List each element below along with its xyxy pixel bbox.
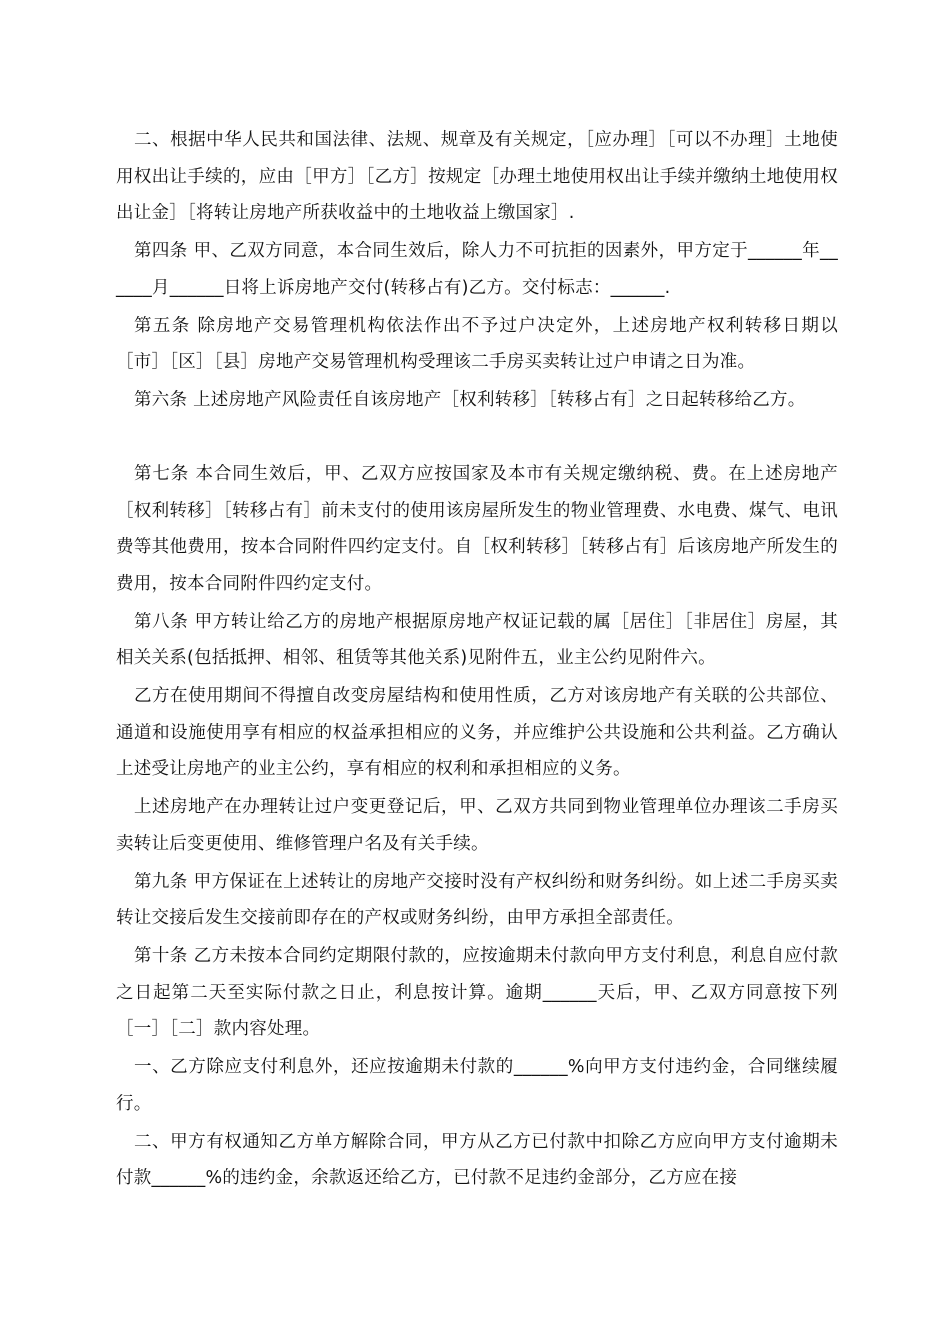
- document-body: [116, 122, 838, 1198]
- paragraph-land-use-rights: 二、根据中华人民共和国法律、法规、规章及有关规定，［应办理］［可以不办理］土地使用权出让手续的，应由［甲方］［乙方］按规定［办理土地使用权出让手续并缴纳土地使用权出让金］［将转让房地产所获收益中的土地收益上缴国家］.: [116, 130, 838, 223]
- paragraph-article-9: 第九条 甲方保证在上述转让的房地产交接时没有产权纠纷和财务纠纷。如上述二手房买卖转让交接后发生交接前即存在的产权或财务纠纷，由甲方承担全部责任。: [116, 871, 838, 928]
- paragraph-article-7: 第七条 本合同生效后，甲、乙双方应按国家及本市有关规定缴纳税、费。在上述房地产［权利转移］［转移占有］前未支付的使用该房屋所发生的物业管理费、水电费、煤气、电讯费等其他费用，按本合同附件四约定支付。自［权利转移］［转移占有］后该房地产所发生的费用，按本合同附件四约定支付。: [116, 464, 838, 594]
- paragraph-article-10: 第十条 乙方未按本合同约定期限付款的，应按逾期未付款向甲方支付利息，利息自应付款之日起第二天至实际付款之日止，利息按计算。逾期______天后，甲、乙双方同意按下列［一］［二］款内容处理。: [116, 946, 838, 1039]
- paragraph-clause-2: 二、甲方有权通知乙方单方解除合同，甲方从乙方已付款中扣除乙方应向甲方支付逾期未付款______%的违约金，余款返还给乙方，已付款不足违约金部分，乙方应在接: [116, 1131, 838, 1188]
- paragraph-clause-1: 一、乙方除应支付利息外，还应按逾期未付款的______%向甲方支付违约金，合同继续履行。: [116, 1057, 838, 1114]
- paragraph-article-8: 第八条 甲方转让给乙方的房地产根据原房地产权证记载的属［居住］［非居住］房屋，其相关关系(包括抵押、相邻、租赁等其他关系)见附件五，业主公约见附件六。: [116, 611, 838, 668]
- paragraph-article-4: 第四条 甲、乙双方同意，本合同生效后，除人力不可抗拒的因素外，甲方定于______年______月______日将上诉房地产交付(转移占有)乙方。交付标志：______.: [116, 241, 838, 298]
- paragraph-article-6: 第六条 上述房地产风险责任自该房地产［权利转移］［转移占有］之日起转移给乙方。: [134, 390, 806, 410]
- paragraph-usage-obligations: 乙方在使用期间不得擅自改变房屋结构和使用性质，乙方对该房地产有关联的公共部位、通道和设施使用享有相应的权益承担相应的义务，并应维护公共设施和公共利益。乙方确认上述受让房地产的业主公约，享有相应的权利和承担相应的义务。: [116, 686, 838, 779]
- paragraph-spacer: [116, 420, 838, 456]
- paragraph-property-management: 上述房地产在办理转让过户变更登记后，甲、乙双方共同到物业管理单位办理该二手房买卖转让后变更使用、维修管理户名及有关手续。: [116, 797, 838, 854]
- paragraph-article-5: 第五条 除房地产交易管理机构依法作出不予过户决定外，上述房地产权利转移日期以［市］［区］［县］房地产交易管理机构受理该二手房买卖转让过户申请之日为准。: [116, 315, 838, 372]
